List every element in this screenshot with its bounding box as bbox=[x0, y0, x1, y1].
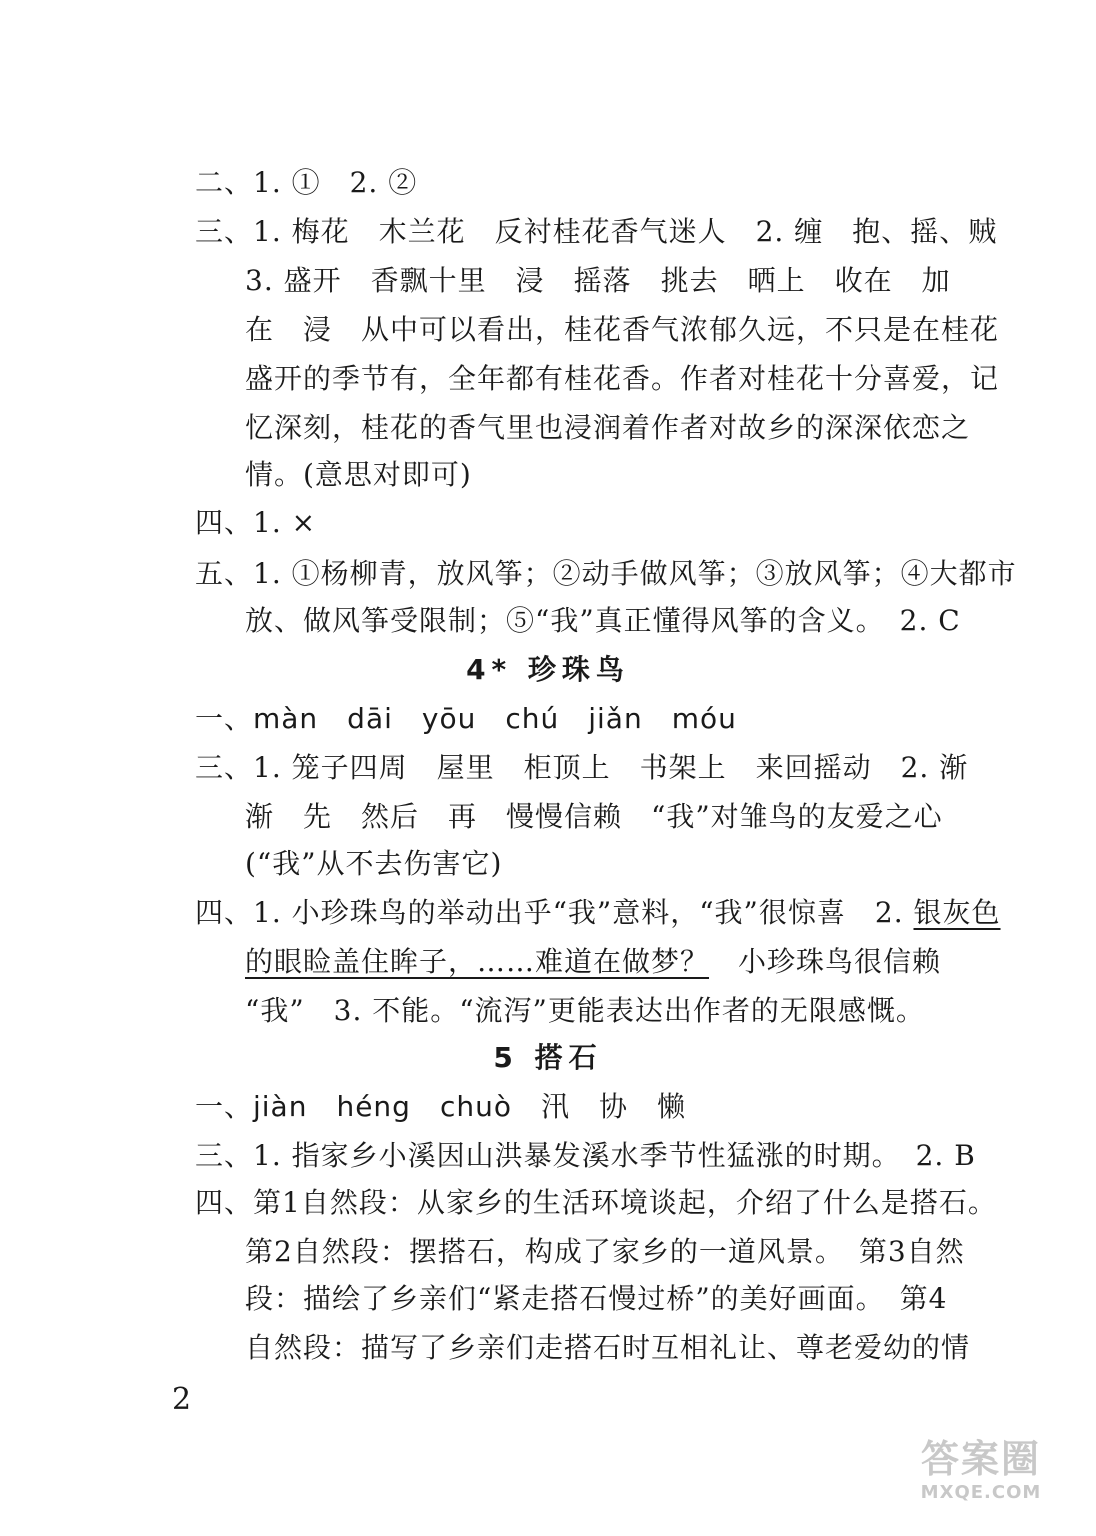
answer-line: “我” 3. 不能。“流泻”更能表达出作者的无限感慨。 bbox=[245, 994, 925, 1027]
section-title: 4* 珍珠鸟 bbox=[466, 653, 630, 686]
answer-line: 三、1. 指家乡小溪因山洪暴发溪水季节性猛涨的时期。 2. B bbox=[195, 1139, 976, 1172]
answer-text: 小珍珠鸟很信赖 bbox=[709, 945, 942, 978]
underlined-text: 的眼睑盖住眸子，……难道在做梦？ bbox=[245, 945, 710, 978]
answer-line: 三、1. 笼子四周 屋里 柜顶上 书架上 来回摇动 2. 渐 bbox=[195, 751, 969, 784]
page-number: 2 bbox=[172, 1382, 192, 1417]
answer-line: 情。(意思对即可) bbox=[245, 458, 472, 491]
answer-line: 忆深刻，桂花的香气里也浸润着作者对故乡的深深依恋之 bbox=[245, 411, 971, 444]
answer-line: 二、1. ① 2. ② bbox=[195, 166, 418, 199]
answer-line bbox=[245, 942, 942, 982]
watermark-logo: 答案圈 bbox=[920, 1437, 1041, 1481]
answer-line: 3. 盛开 香飘十里 浸 摇落 挑去 晒上 收在 加 bbox=[245, 264, 951, 297]
section-title: 5 搭石 bbox=[493, 1041, 603, 1074]
answer-line: 五、1. ①杨柳青，放风筝；②动手做风筝；③放风筝；④大都市 bbox=[195, 557, 1017, 590]
underlined-text: 银灰色 bbox=[913, 896, 1001, 929]
answer-line: 四、第1自然段：从家乡的生活环境谈起，介绍了什么是搭石。 bbox=[195, 1186, 997, 1219]
answer-line: 渐 先 然后 再 慢慢信赖 “我”对雏鸟的友爱之心 bbox=[245, 800, 943, 833]
answer-text: 四、1. 小珍珠鸟的举动出乎“我”意料，“我”很惊喜 2. bbox=[195, 896, 914, 929]
answer-line: 盛开的季节有，全年都有桂花香。作者对桂花十分喜爱，记 bbox=[245, 362, 1000, 395]
answer-line: 在 浸 从中可以看出，桂花香气浓郁久远，不只是在桂花 bbox=[245, 313, 1000, 346]
answer-line: 一、màn dāi yōu chú jiǎn móu bbox=[195, 702, 737, 735]
answer-line: 自然段：描写了乡亲们走搭石时互相礼让、尊老爱幼的情 bbox=[245, 1331, 971, 1364]
answer-line: 四、1. × bbox=[195, 506, 317, 539]
answer-line: 三、1. 梅花 木兰花 反衬桂花香气迷人 2. 缠 抱、摇、贼 bbox=[195, 215, 998, 248]
answer-line: (“我”从不去伤害它) bbox=[245, 847, 503, 880]
watermark bbox=[886, 1436, 1076, 1516]
watermark-url: MXQE.COM bbox=[920, 1482, 1042, 1503]
answer-line: 一、jiàn héng chuò 汛 协 懒 bbox=[195, 1090, 686, 1123]
answer-line bbox=[195, 893, 1001, 933]
answer-line: 放、做风筝受限制；⑤“我”真正懂得风筝的含义。 2. C bbox=[245, 604, 961, 637]
answer-line: 第2自然段：摆搭石，构成了家乡的一道风景。 第3自然 bbox=[245, 1235, 965, 1268]
answer-line: 段：描绘了乡亲们“紧走搭石慢过桥”的美好画面。 第4 bbox=[245, 1282, 948, 1315]
